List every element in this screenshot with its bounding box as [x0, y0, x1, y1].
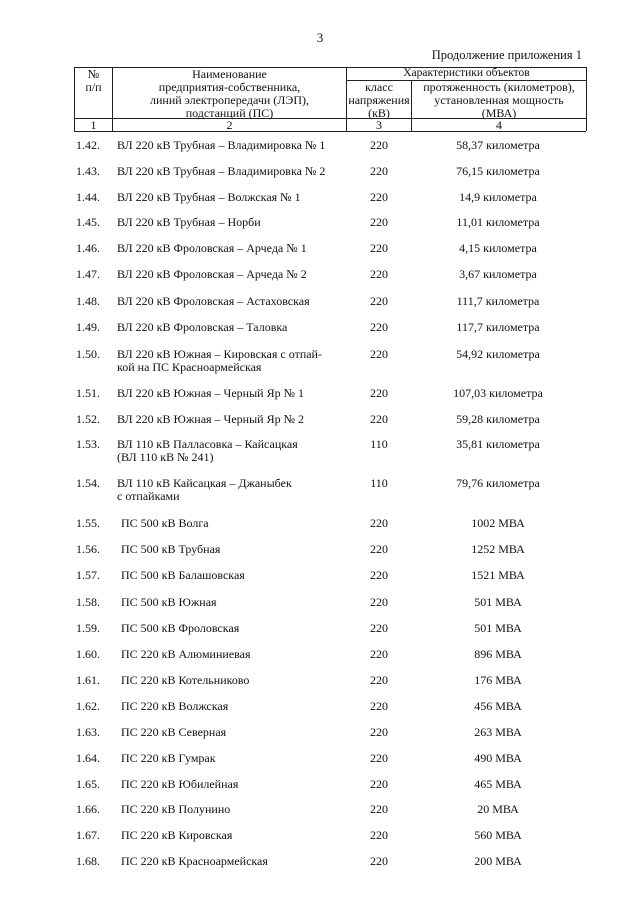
row-voltage: 220 [370, 241, 388, 255]
row-voltage: 220 [370, 621, 388, 635]
row-number: 1.48. [76, 294, 100, 308]
row-name: ПС 220 кВ Красноармейская [121, 854, 268, 868]
row-capacity: 1252 МВА [471, 542, 525, 556]
row-voltage: 220 [370, 320, 388, 334]
row-number: 1.42. [76, 138, 100, 152]
row-number: 1.67. [76, 828, 100, 842]
row-name: ПС 500 кВ Фроловская [121, 621, 240, 635]
continuation-label: Продолжение приложения 1 [431, 48, 582, 62]
row-voltage: 220 [370, 542, 388, 556]
row-capacity: 79,76 километра [456, 476, 540, 490]
row-name: ВЛ 220 кВ Фроловская – Таловка [117, 320, 288, 334]
row-name: ПС 500 кВ Южная [121, 595, 217, 609]
row-number: 1.68. [76, 854, 100, 868]
header-capacity: протяженность (километров), установленная мощность (МВА) [423, 80, 575, 120]
row-capacity: 76,15 километра [456, 164, 540, 178]
row-voltage: 220 [370, 386, 388, 400]
row-capacity: 176 МВА [474, 673, 522, 687]
row-number: 1.64. [76, 751, 100, 765]
row-name: ВЛ 110 кВ Палласовка – Кайсацкая (ВЛ 110 кВ № 241) [117, 437, 298, 464]
row-name: ПС 500 кВ Волга [121, 516, 209, 530]
row-capacity: 465 МВА [474, 777, 522, 791]
row-number: 1.53. [76, 437, 100, 451]
row-capacity: 54,92 километра [456, 347, 540, 361]
row-capacity: 14,9 километра [459, 190, 537, 204]
header-num: № п/п [85, 67, 102, 94]
row-number: 1.65. [76, 777, 100, 791]
row-capacity: 1521 МВА [471, 568, 525, 582]
row-name: ПС 220 кВ Северная [121, 725, 227, 739]
row-voltage: 110 [370, 476, 388, 490]
row-name: ПС 500 кВ Балашовская [121, 568, 245, 582]
row-number: 1.44. [76, 190, 100, 204]
row-number: 1.63. [76, 725, 100, 739]
column-number-3: 3 [376, 118, 382, 132]
row-number: 1.46. [76, 241, 100, 255]
row-capacity: 3,67 километра [459, 267, 537, 281]
row-capacity: 263 МВА [474, 725, 522, 739]
row-voltage: 220 [370, 412, 388, 426]
row-capacity: 59,28 километра [456, 412, 540, 426]
column-number-1: 1 [90, 118, 97, 132]
row-voltage: 220 [370, 294, 388, 308]
row-number: 1.55. [76, 516, 100, 530]
row-name: ВЛ 110 кВ Кайсацкая – Джаныбек с отпайками [117, 476, 292, 503]
row-name: ПС 220 кВ Кировская [121, 828, 233, 842]
row-number: 1.54. [76, 476, 100, 490]
row-capacity: 4,15 километра [459, 241, 537, 255]
row-name: ПС 220 кВ Юбилейная [121, 777, 239, 791]
row-voltage: 220 [370, 190, 388, 204]
table-right-rule [586, 67, 587, 131]
row-voltage: 220 [370, 516, 388, 530]
row-name: ВЛ 220 кВ Трубная – Владимировка № 2 [117, 164, 326, 178]
row-voltage: 220 [370, 347, 388, 361]
row-name: ВЛ 220 кВ Фроловская – Арчеда № 2 [117, 267, 307, 281]
row-name: ВЛ 220 кВ Южная – Черный Яр № 2 [117, 412, 305, 426]
header-characteristics: Характеристики объектов [403, 67, 530, 79]
row-voltage: 220 [370, 215, 388, 229]
row-number: 1.66. [76, 802, 100, 816]
row-name: ВЛ 220 кВ Трубная – Норби [117, 215, 261, 229]
column-number-2: 2 [226, 118, 233, 132]
row-number: 1.50. [76, 347, 100, 361]
row-capacity: 11,01 километра [456, 215, 540, 229]
row-name: ПС 500 кВ Трубная [121, 542, 221, 556]
row-number: 1.56. [76, 542, 100, 556]
row-name: ПС 220 кВ Алюминиевая [121, 647, 251, 661]
row-voltage: 220 [370, 138, 388, 152]
row-voltage: 220 [370, 725, 388, 739]
row-name: ПС 220 кВ Котельниково [121, 673, 250, 687]
row-number: 1.51. [76, 386, 100, 400]
row-capacity: 111,7 километра [456, 294, 540, 308]
row-name: ВЛ 220 кВ Фроловская – Арчеда № 1 [117, 241, 307, 255]
row-capacity: 107,03 километра [453, 386, 543, 400]
row-voltage: 220 [370, 828, 388, 842]
row-number: 1.52. [76, 412, 100, 426]
row-voltage: 220 [370, 164, 388, 178]
row-number: 1.58. [76, 595, 100, 609]
row-voltage: 220 [370, 267, 388, 281]
row-capacity: 501 МВА [474, 595, 522, 609]
row-capacity: 20 МВА [477, 802, 519, 816]
row-number: 1.57. [76, 568, 100, 582]
row-voltage: 220 [370, 595, 388, 609]
row-number: 1.60. [76, 647, 100, 661]
row-capacity: 1002 МВА [471, 516, 525, 530]
row-capacity: 501 МВА [474, 621, 522, 635]
row-name: ВЛ 220 кВ Южная – Черный Яр № 1 [117, 386, 305, 400]
row-capacity: 117,7 километра [456, 320, 540, 334]
row-number: 1.43. [76, 164, 100, 178]
row-number: 1.47. [76, 267, 100, 281]
row-capacity: 200 МВА [474, 854, 522, 868]
column-number-4: 4 [496, 118, 502, 132]
row-capacity: 490 МВА [474, 751, 522, 765]
row-name: ВЛ 220 кВ Трубная – Владимировка № 1 [117, 138, 326, 152]
row-capacity: 560 МВА [474, 828, 522, 842]
row-number: 1.45. [76, 215, 100, 229]
row-capacity: 58,37 километра [456, 138, 540, 152]
row-voltage: 220 [370, 568, 388, 582]
row-voltage: 220 [370, 777, 388, 791]
row-number: 1.49. [76, 320, 100, 334]
row-name: ПС 220 кВ Волжская [121, 699, 229, 713]
header-voltage: класс напряжения (кВ) [348, 80, 410, 120]
row-capacity: 456 МВА [474, 699, 522, 713]
row-number: 1.62. [76, 699, 100, 713]
header-name: Наименование предприятия-собственника, линий электропередачи (ЛЭП), подстанций (ПС) [149, 67, 310, 120]
row-name: ПС 220 кВ Полунино [121, 802, 231, 816]
row-name: ВЛ 220 кВ Фроловская – Астаховская [117, 294, 310, 308]
row-voltage: 220 [370, 699, 388, 713]
row-voltage: 220 [370, 673, 388, 687]
row-name: ПС 220 кВ Гумрак [121, 751, 216, 765]
row-capacity: 896 МВА [474, 647, 522, 661]
row-capacity: 35,81 километра [456, 437, 540, 451]
row-voltage: 220 [370, 854, 388, 868]
row-voltage: 220 [370, 802, 388, 816]
row-name: ВЛ 220 кВ Трубная – Волжская № 1 [117, 190, 301, 204]
row-voltage: 220 [370, 647, 388, 661]
page-number: 3 [316, 30, 324, 45]
row-voltage: 220 [370, 751, 388, 765]
row-number: 1.61. [76, 673, 100, 687]
row-name: ВЛ 220 кВ Южная – Кировская с отпай- кой на ПС Красноармейская [117, 347, 322, 374]
row-voltage: 110 [370, 437, 388, 451]
row-number: 1.59. [76, 621, 100, 635]
